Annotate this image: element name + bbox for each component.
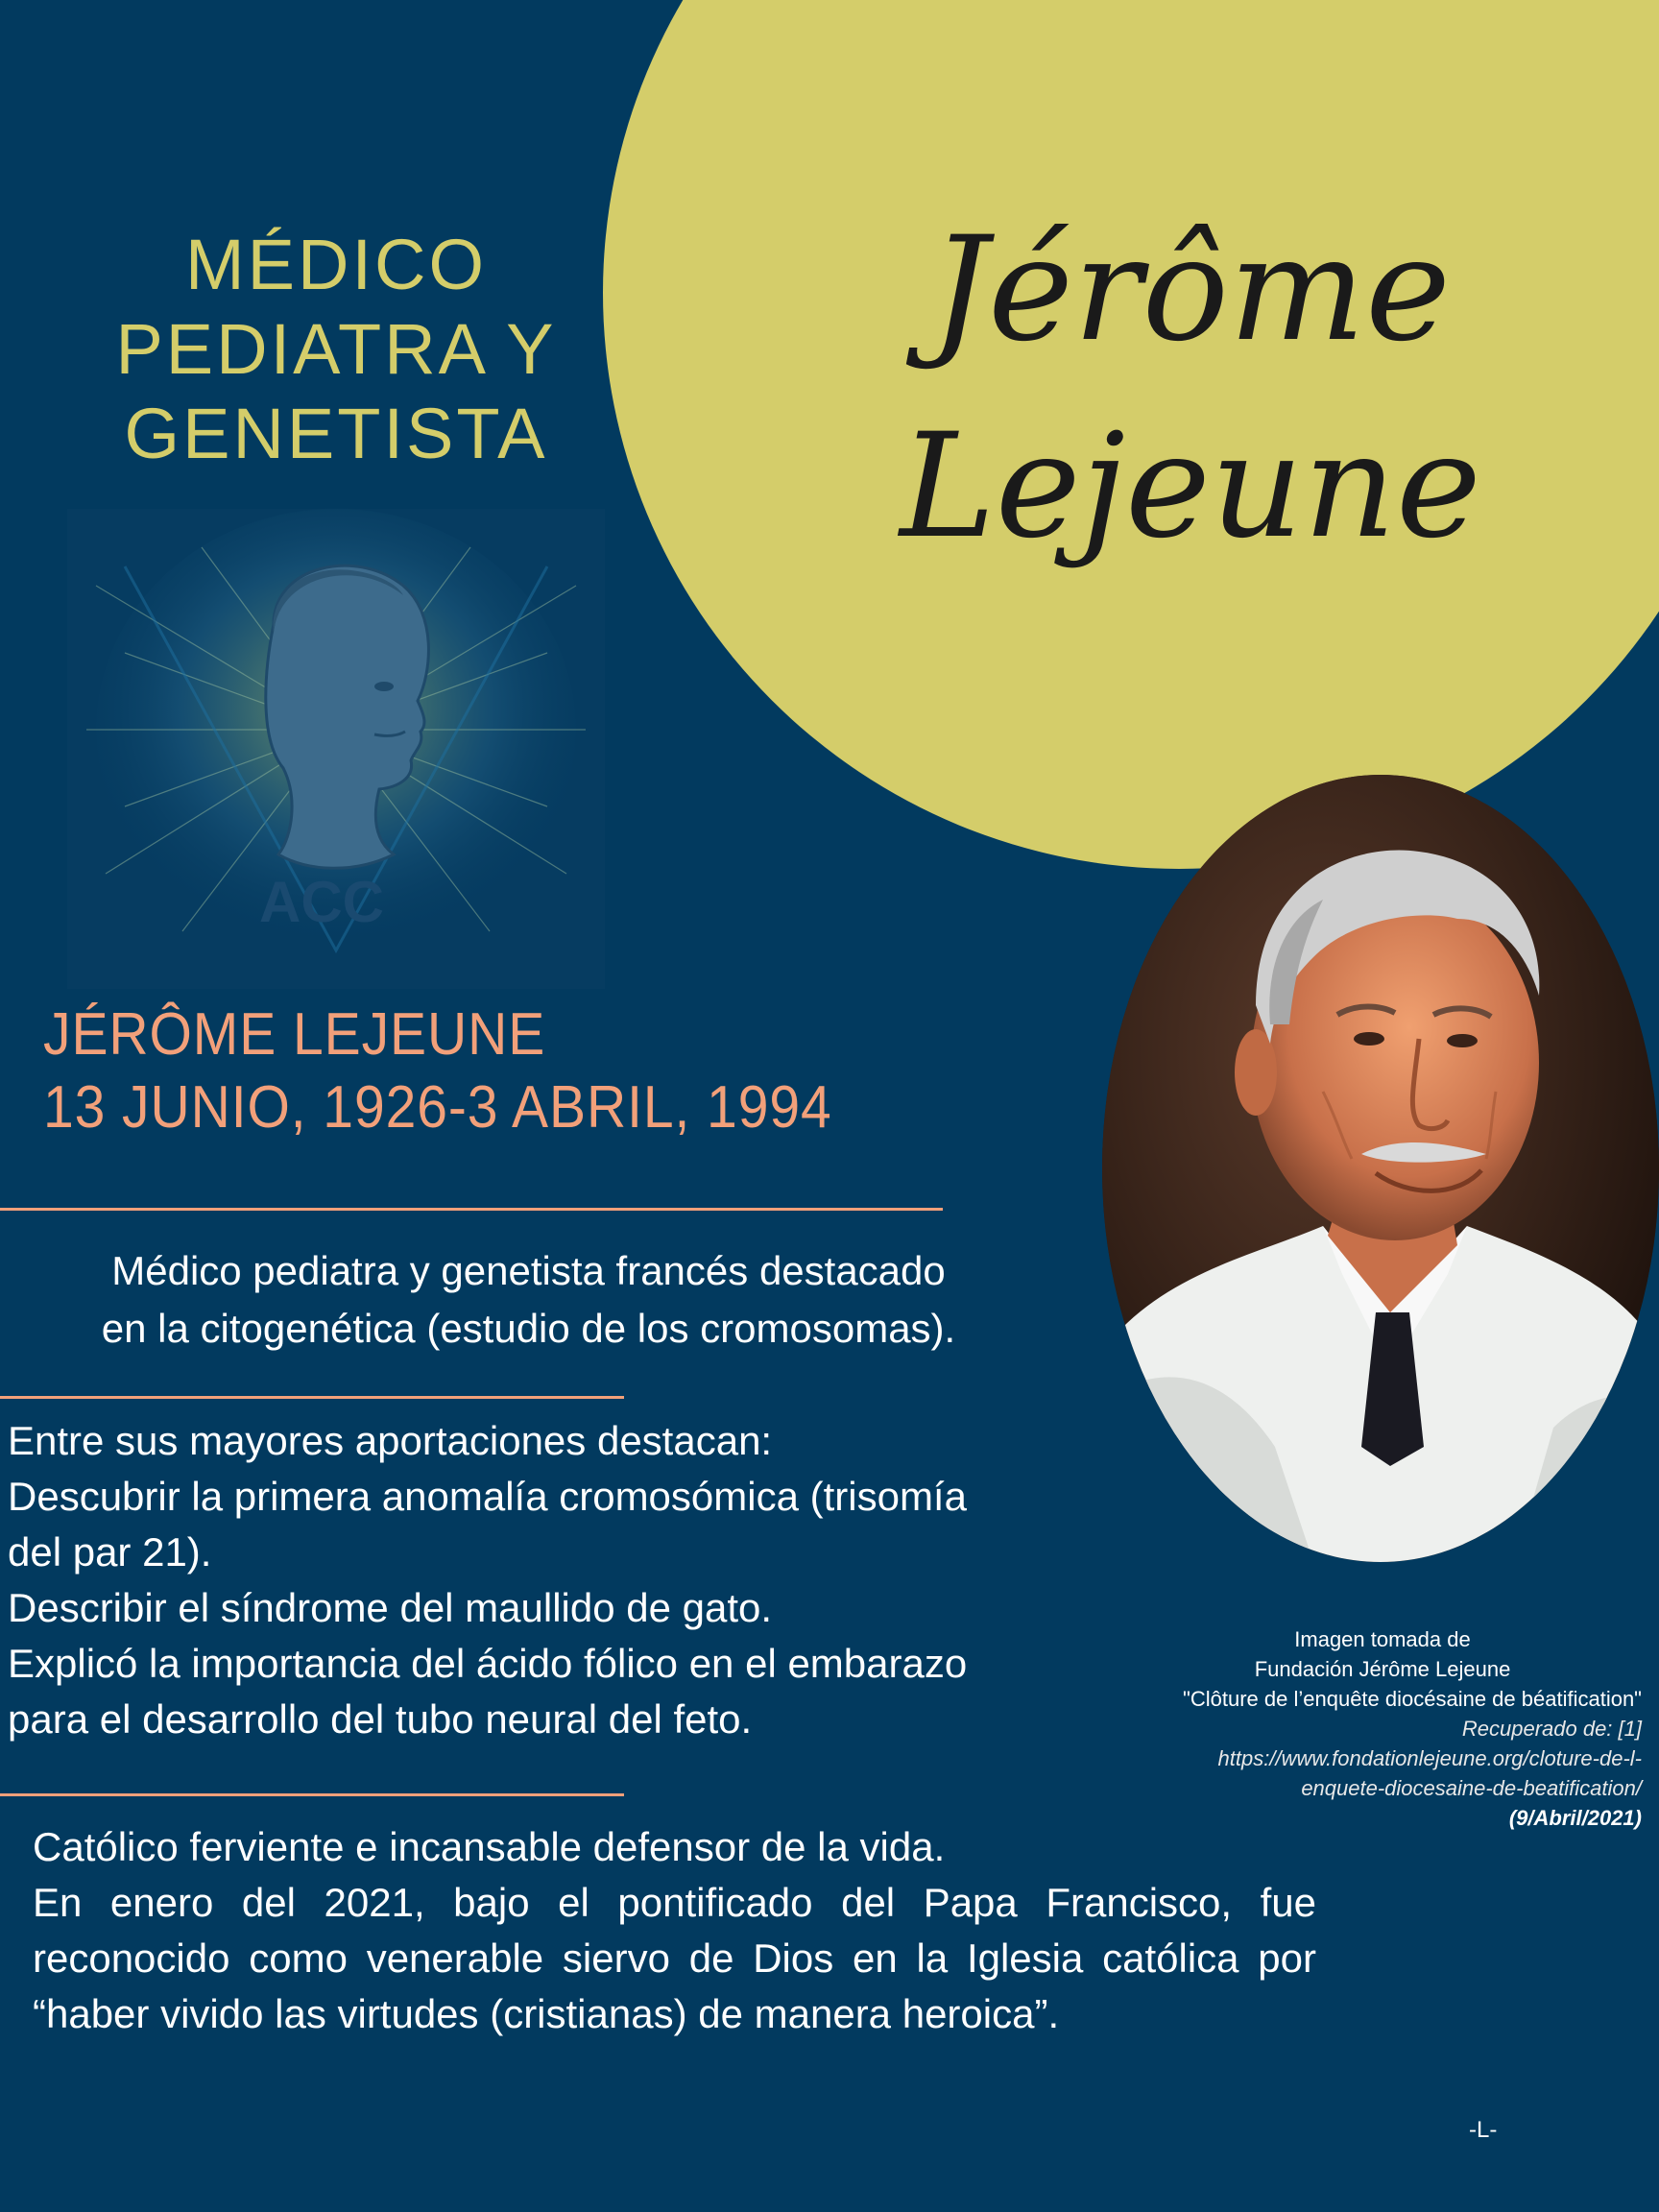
credit-line: Recuperado de: [1] <box>1461 1717 1642 1741</box>
portrait-photo-illustration <box>1102 775 1659 1562</box>
script-name-title <box>845 192 1536 586</box>
emblem-text: ACC <box>259 870 384 934</box>
image-credit <box>970 1624 1642 1833</box>
contributions-line: Explicó la importancia del ácido fólico en el embarazo <box>8 1641 968 1686</box>
signature-mark: -L- <box>1469 2117 1498 2143</box>
contributions-line: Describir el síndrome del maullido de gato. <box>8 1585 773 1630</box>
contributions-line: Descubrir la primera anomalía cromosómica (trisomía <box>8 1474 967 1519</box>
script-last-name: Lejeune <box>900 403 1481 570</box>
legacy-paragraph <box>33 1819 1316 2042</box>
profession-heading <box>38 223 634 476</box>
divider-1 <box>0 1208 943 1211</box>
profession-line-2: PEDIATRA Y <box>115 309 557 389</box>
contributions-line: para el desarrollo del tubo neural del feto. <box>8 1696 753 1742</box>
profession-line-1: MÉDICO <box>185 225 487 304</box>
contributions-line: del par 21). <box>8 1529 212 1575</box>
credit-line: "Clôture de l’enquête diocésaine de béatification" <box>1183 1687 1642 1711</box>
intro-line-1: Médico pediatra y genetista francés destacado <box>111 1248 946 1293</box>
credit-line: Imagen tomada de <box>1294 1627 1471 1651</box>
credit-line: Fundación Jérôme Lejeune <box>1254 1657 1511 1681</box>
credit-url-line: enquete-diocesaine-de-beatification/ <box>1301 1776 1642 1800</box>
intro-paragraph <box>8 1242 1049 1358</box>
portrait-photo <box>1102 775 1659 1562</box>
intro-line-2: en la citogenética (estudio de los cromosomas). <box>101 1306 956 1351</box>
script-first-name: Jérôme <box>930 206 1451 373</box>
legacy-line: En enero del 2021, bajo el pontificado del Papa Francisco, fue reconocido como venerable siervo de Dios en la Iglesia católica por “haber vivido las virtudes (cristianas) de manera heroica”. <box>33 1880 1316 2036</box>
credit-url-line: https://www.fondationlejeune.org/cloture-de-l- <box>1217 1746 1642 1770</box>
credit-date: (9/Abril/2021) <box>1508 1806 1642 1830</box>
profession-line-3: GENETISTA <box>124 394 548 473</box>
name-and-dates <box>43 998 832 1144</box>
contributions-line: Entre sus mayores aportaciones destacan: <box>8 1418 773 1463</box>
legacy-line: Católico ferviente e incansable defensor de la vida. <box>33 1824 946 1869</box>
divider-3 <box>0 1793 624 1796</box>
portrait-emblem-logo <box>67 509 605 989</box>
dates-line: 13 JUNIO, 1926-3 ABRIL, 1994 <box>43 1074 832 1141</box>
name-line: JÉRÔME LEJEUNE <box>43 1001 546 1068</box>
divider-2 <box>0 1396 624 1399</box>
